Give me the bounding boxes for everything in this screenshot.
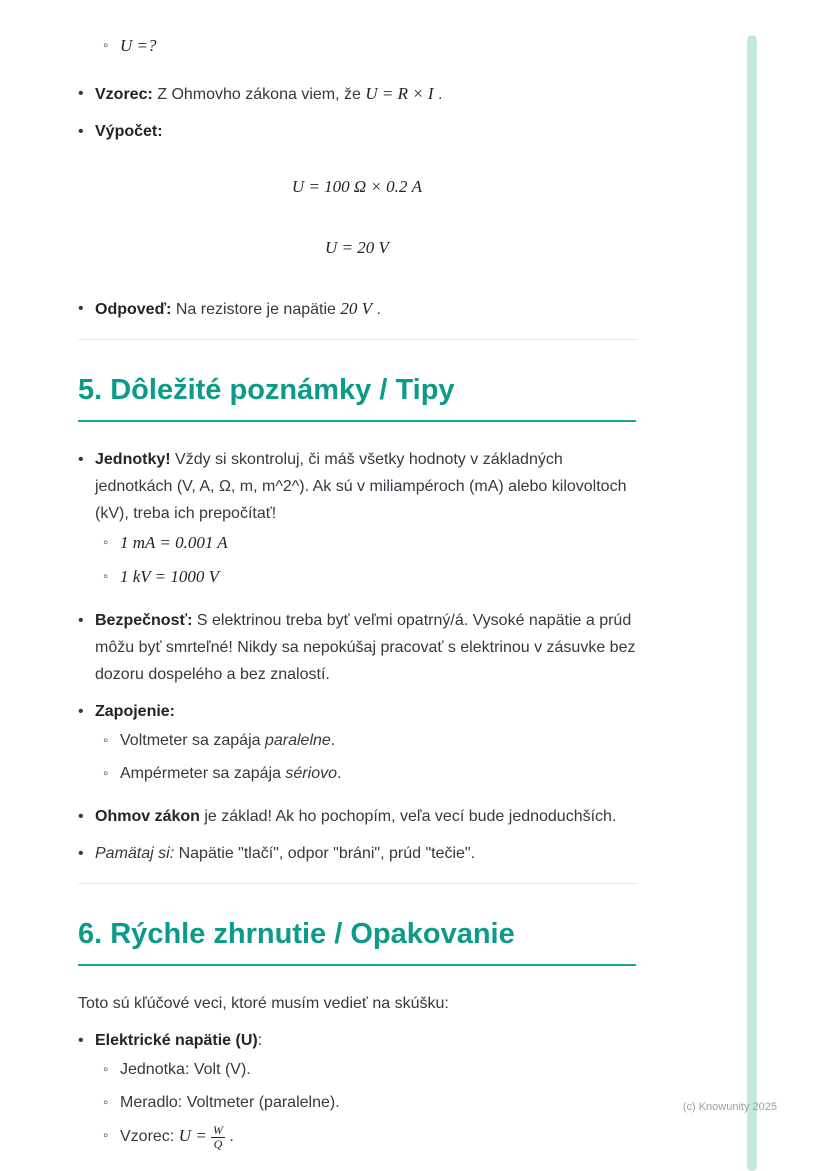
list-item-body (95, 80, 636, 108)
math-inline: 20 V (340, 299, 373, 318)
list-item-pamataj (78, 840, 636, 867)
emphasis-run: sériovo (285, 765, 337, 782)
circle-bullet-icon: ◦ (103, 1127, 109, 1144)
list-item-body (120, 727, 636, 754)
list-item-body (95, 295, 636, 323)
list-item-jednotky (78, 446, 636, 597)
list-item-body (120, 563, 636, 591)
text-run: S elektrinou treba byť veľmi opatrný/á. Vysoké napätie a prúd môžu byť smrteľné! Nikdy sa nepokúšaj pracovať s elektrinou v zásuvke bez dozoru dospelého a bez znalostí. (95, 612, 636, 683)
circle-bullet-icon: ◦ (103, 765, 109, 782)
list-item-body (120, 1089, 636, 1116)
bullet-icon: • (78, 451, 84, 468)
bullet-icon: • (78, 85, 84, 102)
list-item-body (95, 446, 636, 597)
bullet-icon: • (78, 300, 84, 317)
list-item-body (95, 607, 636, 688)
section-heading-5: 5. Dôležité poznámky / Tipy (78, 372, 636, 422)
circle-bullet-icon: ◦ (103, 1094, 109, 1111)
list-item-body (120, 32, 636, 60)
list-item-body (95, 118, 636, 145)
math-inline: U = R × I (365, 84, 434, 103)
term-label: Zapojenie: (95, 703, 176, 720)
math-display-equation: U = 100 Ω × 0.2 A (291, 177, 423, 196)
bullet-icon: • (78, 612, 84, 629)
section-divider (78, 883, 636, 884)
circle-bullet-icon: ◦ (103, 1061, 109, 1078)
math-inline: U =? (120, 36, 157, 55)
text-run: . (224, 1128, 234, 1145)
copyright-credit: (c) Knowunity 2025 (682, 1101, 777, 1113)
term-label: Vzorec: (95, 86, 153, 103)
list-item-jednotka (103, 1056, 636, 1083)
list-item-ma (103, 529, 636, 557)
list-item-meradlo (103, 1089, 636, 1116)
list-item-kv (103, 563, 636, 591)
text-run: : (257, 1032, 263, 1049)
list-item-body (95, 698, 636, 793)
side-scrollbar-thumb[interactable] (747, 35, 757, 1171)
circle-bullet-icon: ◦ (103, 534, 109, 551)
list-item-napatie (78, 1027, 636, 1157)
bullet-icon: • (78, 123, 84, 140)
list-item-u-unknown (103, 32, 636, 60)
list-item-body (95, 1027, 636, 1157)
text-run: . (330, 732, 336, 749)
term-label: Bezpečnosť: (95, 612, 193, 629)
list-item-ampermeter (103, 760, 636, 787)
text-run: Meradlo: Voltmeter (paralelne). (120, 1094, 340, 1111)
text-run: Z Ohmovho zákona viem, že (152, 86, 366, 103)
term-label: Ohmov zákon (95, 808, 200, 825)
sublist-napatie (95, 1056, 636, 1151)
list-item-voltmeter (103, 727, 636, 754)
emphasis-run: Pamätaj si: (95, 845, 175, 862)
math-display-result: U = 20 V (325, 238, 389, 257)
sublist-conversions (95, 529, 636, 591)
list-item-body (120, 1056, 636, 1083)
math-inline: 1 kV = 1000 V (120, 567, 219, 586)
emphasis-run: paralelne (264, 732, 331, 749)
text-run: Vždy si skontroluj, či máš všetky hodnoty v základných jednotkách (V, A, Ω, m, m^2^). Ak sú v miliampéroch (mA) alebo kilovoltoch (kV), treba ich prepočítať! (95, 451, 627, 522)
section-divider (78, 339, 636, 340)
fraction-denominator: Q (213, 1137, 223, 1151)
text-run: . (336, 765, 342, 782)
list-item-body (95, 803, 636, 830)
bullet-icon: • (78, 1032, 84, 1049)
list-item-vzorec (78, 80, 636, 108)
text-run: je základ! Ak ho pochopím, veľa vecí bude jednoduchších. (199, 808, 617, 825)
text-run: Napätie "tlačí", odpor "bráni", prúd "tečie". (174, 845, 476, 862)
text-run: Voltmeter sa zapája (120, 732, 265, 749)
text-run: Vzorec: (120, 1128, 179, 1145)
list-item-vypocet (78, 118, 636, 145)
fraction-numerator: W (212, 1123, 223, 1137)
section-heading-6: 6. Rýchle zhrnutie / Opakovanie (78, 916, 636, 966)
text-run: Ampérmeter sa zapája (120, 765, 286, 782)
circle-bullet-icon: ◦ (103, 568, 109, 585)
text-run: . (372, 301, 381, 318)
term-label: Výpočet: (95, 123, 163, 140)
fraction (211, 1124, 225, 1151)
term-label: Odpoveď: (95, 301, 172, 318)
sublist-zapojenie (95, 727, 636, 787)
bullet-icon: • (78, 845, 84, 862)
text-run: Jednotka: Volt (V). (120, 1061, 251, 1078)
list-item-body (120, 760, 636, 787)
list-item-odpoved (78, 295, 636, 323)
circle-bullet-icon: ◦ (103, 37, 109, 54)
intro-paragraph: Toto sú kľúčové veci, ktoré musím vedieť na skúšku: (78, 995, 449, 1012)
term-label: Jednotky! (95, 451, 171, 468)
circle-bullet-icon: ◦ (103, 732, 109, 749)
math-inline: U = (178, 1126, 211, 1145)
bullet-icon: • (78, 703, 84, 720)
bullet-icon: • (78, 808, 84, 825)
list-item-bezpecnost (78, 607, 636, 688)
list-item-vzorec-uwq (103, 1122, 636, 1151)
list-item-body (120, 1122, 636, 1151)
document-content (78, 0, 636, 1167)
list-item-body (120, 529, 636, 557)
sublist-given-values (78, 32, 636, 60)
text-run: Na rezistore je napätie (171, 301, 341, 318)
math-inline: 1 mA = 0.001 A (120, 533, 228, 552)
list-item-body (95, 840, 636, 867)
text-run: . (433, 86, 443, 103)
list-item-ohmov-zakon (78, 803, 636, 830)
list-item-zapojenie (78, 698, 636, 793)
term-label: Elektrické napätie (U) (95, 1032, 258, 1049)
